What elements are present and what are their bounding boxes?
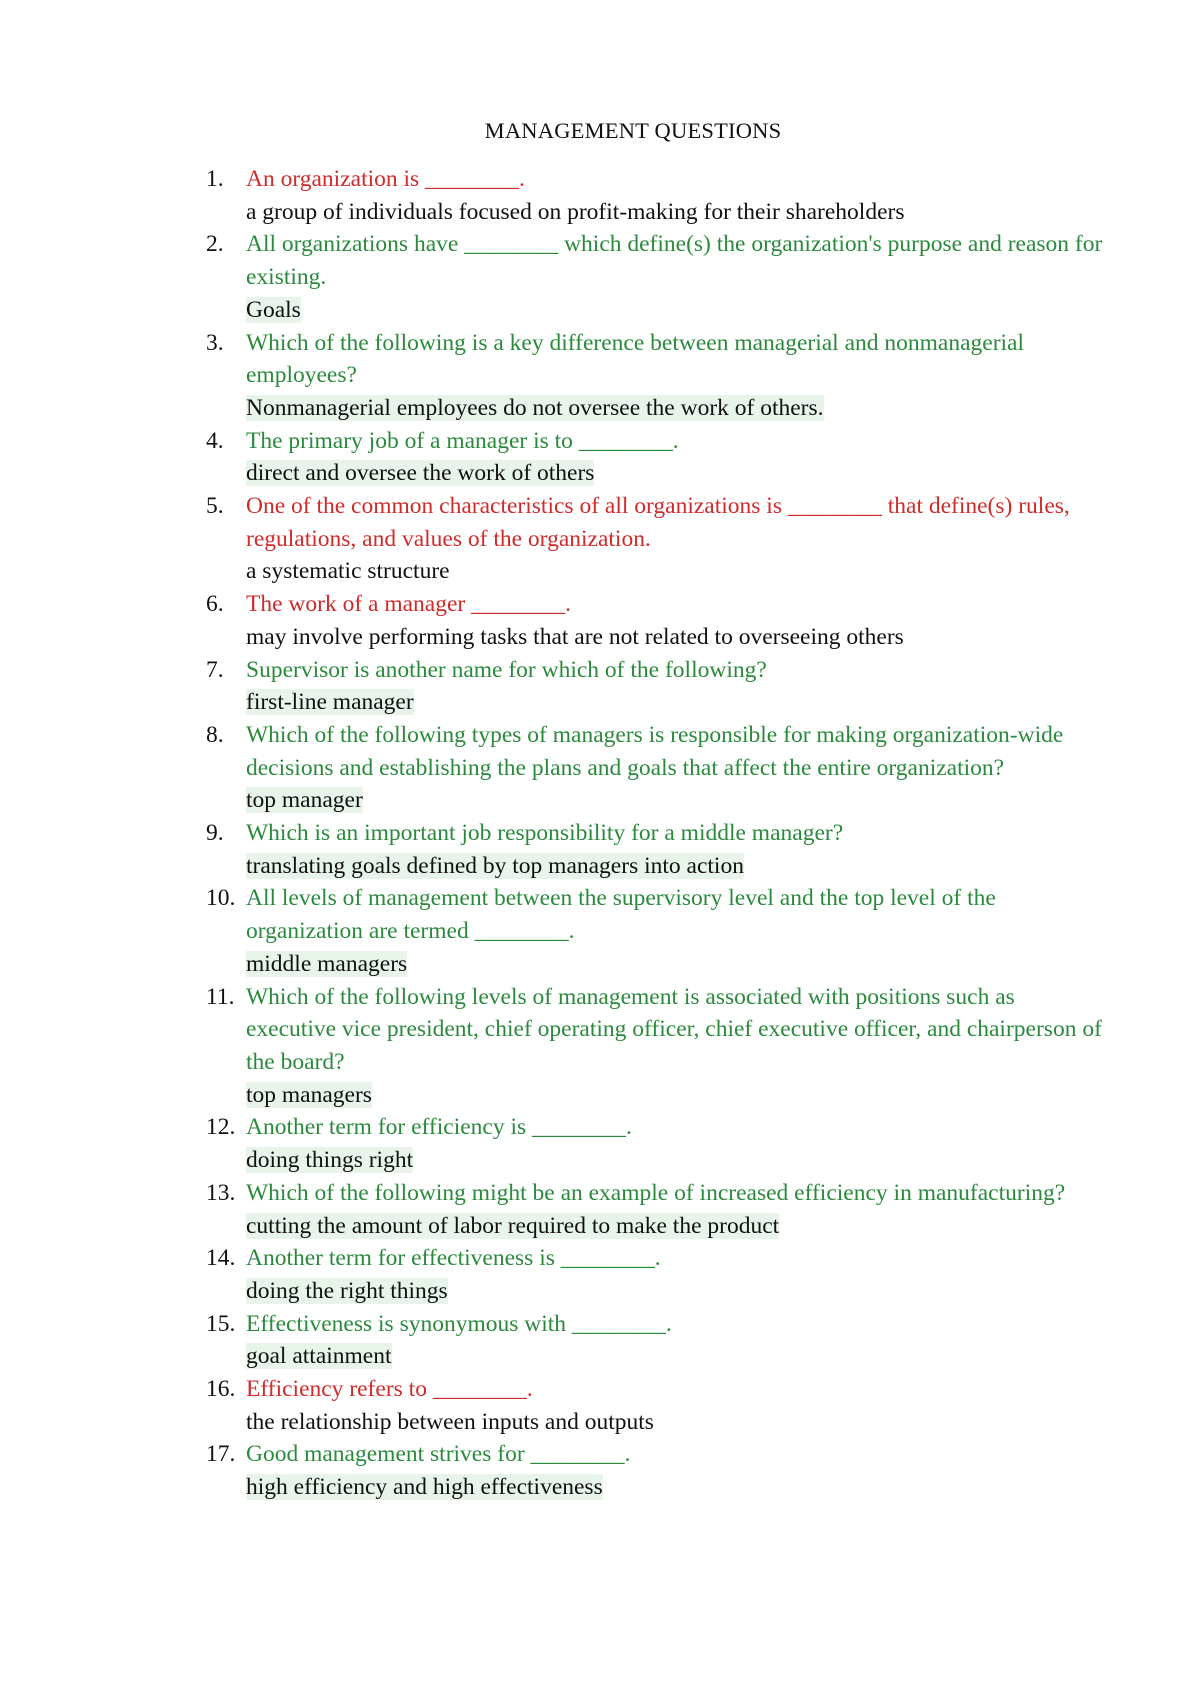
question-number: 17. — [206, 1441, 236, 1468]
question-text: Another term for efficiency is ________. — [246, 1114, 632, 1141]
question-item — [206, 1177, 1106, 1242]
question-number: 4. — [206, 427, 224, 454]
question-item — [206, 1111, 1106, 1176]
answer-text: doing the right things — [246, 1277, 448, 1304]
question-text: Effectiveness is synonymous with ________. — [246, 1310, 672, 1337]
question-number: 16. — [206, 1376, 236, 1403]
question-number: 9. — [206, 820, 224, 847]
answer-text: Nonmanagerial employees do not oversee the work of others. — [246, 394, 824, 421]
question-text: Which of the following is a key difference between managerial and nonmanagerial employees? — [246, 329, 1025, 389]
question-text: Which of the following levels of management is associated with positions such as executive vice president, chief operating officer, chief executive officer, and chairperson of the board? — [246, 983, 1102, 1075]
answer-text: translating goals defined by top managers into action — [246, 852, 744, 879]
answer-text: the relationship between inputs and outputs — [246, 1408, 654, 1435]
question-number: 3. — [206, 329, 224, 356]
question-text: All levels of management between the supervisory level and the top level of the organization are termed ________. — [246, 885, 996, 945]
question-text: Which is an important job responsibility for a middle manager? — [246, 820, 844, 847]
question-text: Good management strives for ________. — [246, 1441, 631, 1468]
answer-text: direct and oversee the work of others — [246, 460, 595, 487]
question-item — [206, 327, 1106, 425]
question-number: 6. — [206, 591, 224, 618]
question-number: 8. — [206, 721, 224, 748]
question-text: Which of the following might be an example of increased efficiency in manufacturing? — [246, 1179, 1066, 1206]
question-text: The primary job of a manager is to ________. — [246, 427, 679, 454]
question-text: Efficiency refers to ________. — [246, 1376, 533, 1403]
question-text: Which of the following types of managers is responsible for making organization-wide decisions and establishing the plans and goals that affect the entire organization? — [246, 721, 1064, 781]
question-number: 12. — [206, 1114, 236, 1141]
answer-text: top managers — [246, 1081, 372, 1108]
question-number: 13. — [206, 1179, 236, 1206]
answer-text: top manager — [246, 787, 363, 814]
question-item — [206, 588, 1106, 653]
question-item — [206, 425, 1106, 490]
document-title: MANAGEMENT QUESTIONS — [484, 118, 782, 143]
question-item — [206, 882, 1106, 980]
answer-text: high efficiency and high effectiveness — [246, 1474, 603, 1501]
question-item — [206, 490, 1106, 588]
question-text: One of the common characteristics of all organizations is ________ that define(s) rules, regulations, and values of the organization. — [246, 493, 1070, 552]
question-item — [206, 1242, 1106, 1307]
question-item — [206, 1308, 1106, 1373]
question-text: Supervisor is another name for which of the following? — [246, 656, 767, 683]
answer-text: a group of individuals focused on profit-making for their shareholders — [246, 198, 905, 225]
question-number: 1. — [206, 166, 224, 192]
question-item — [206, 228, 1106, 326]
answer-text: may involve performing tasks that are not related to overseeing others — [246, 623, 904, 650]
answer-text: cutting the amount of labor required to make the product — [246, 1212, 780, 1239]
answer-text: middle managers — [246, 950, 408, 977]
question-item — [206, 981, 1106, 1112]
question-item — [206, 654, 1106, 719]
question-text: All organizations have ________ which define(s) the organization's purpose and reason for existing. — [246, 231, 1103, 291]
answer-text: a systematic structure — [246, 558, 450, 585]
question-text: Another term for effectiveness is ________. — [246, 1245, 661, 1272]
question-item — [206, 1438, 1106, 1503]
question-number: 2. — [206, 231, 224, 258]
answer-text: first-line manager — [246, 689, 414, 716]
question-item — [206, 1373, 1106, 1438]
question-number: 11. — [206, 983, 235, 1010]
question-list — [206, 163, 1106, 1504]
question-number: 10. — [206, 885, 236, 912]
question-text: An organization is ________. — [246, 166, 525, 192]
question-number: 5. — [206, 493, 224, 520]
question-text: The work of a manager ________. — [246, 591, 571, 618]
answer-text: Goals — [246, 296, 301, 323]
answer-text: doing things right — [246, 1147, 414, 1174]
question-number: 15. — [206, 1310, 236, 1337]
question-item — [206, 163, 1106, 228]
answer-text: goal attainment — [246, 1343, 392, 1370]
question-number: 14. — [206, 1245, 236, 1272]
question-item — [206, 817, 1106, 882]
question-item — [206, 719, 1106, 817]
question-number: 7. — [206, 656, 224, 683]
